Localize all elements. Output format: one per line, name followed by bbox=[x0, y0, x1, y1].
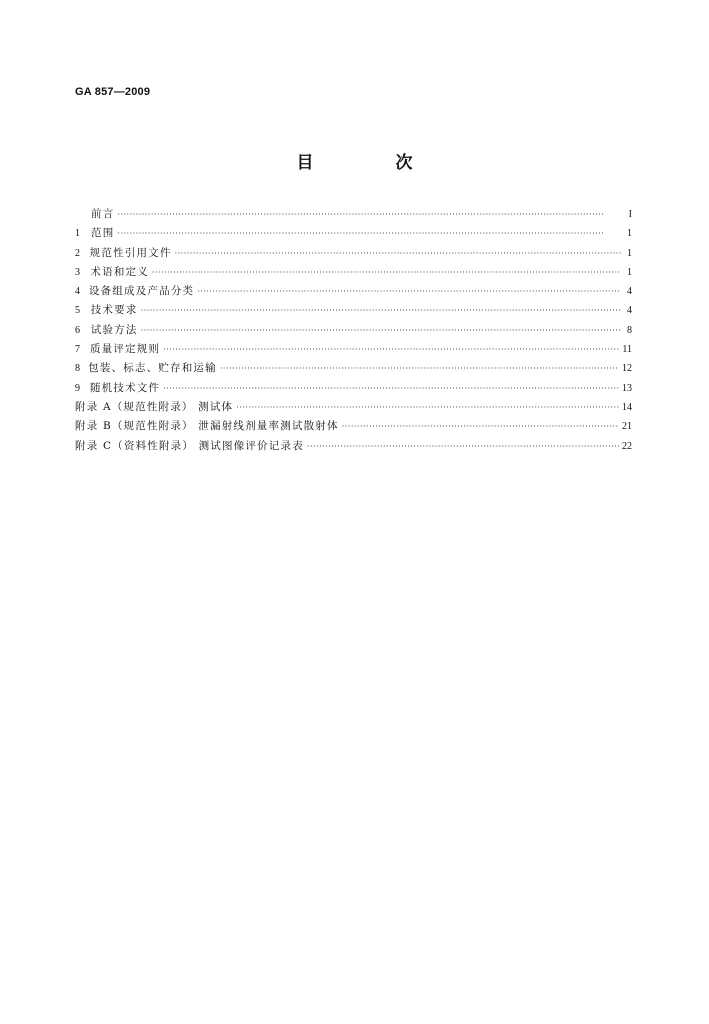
toc-entry-label: 术语和定义 bbox=[90, 265, 149, 278]
toc-entry-page: 11 bbox=[622, 344, 632, 356]
toc-entry-label: 质量评定规则 bbox=[89, 343, 161, 356]
toc-entry[interactable] bbox=[75, 282, 632, 301]
toc-entry-page: 12 bbox=[622, 363, 632, 375]
toc-dot-leader bbox=[307, 437, 619, 456]
toc-dot-leader bbox=[220, 359, 619, 378]
toc-entry[interactable] bbox=[75, 263, 632, 282]
toc-entry[interactable] bbox=[75, 340, 632, 359]
toc-entry-page: 4 bbox=[627, 286, 632, 298]
toc-entry-label: 设备组成及产品分类 bbox=[88, 285, 195, 298]
toc-entry-label: 技术要求 bbox=[90, 304, 138, 317]
toc-dot-leader bbox=[175, 244, 621, 263]
toc-entry-number: 7 bbox=[75, 344, 80, 356]
toc-dot-leader bbox=[141, 321, 621, 340]
toc-entry-number: 8 bbox=[75, 363, 80, 375]
toc-entry[interactable] bbox=[75, 321, 632, 340]
toc-entry-label: 规范性引用文件 bbox=[89, 246, 172, 259]
toc-entry-label: 附录 A（规范性附录） 测试体 bbox=[75, 400, 234, 413]
toc-entry[interactable] bbox=[75, 417, 632, 436]
toc-dot-leader bbox=[163, 340, 619, 359]
toc-dot-leader bbox=[141, 301, 621, 320]
toc-entry-number: 9 bbox=[75, 382, 80, 394]
table-of-contents bbox=[75, 205, 632, 456]
toc-dot-leader bbox=[152, 263, 621, 282]
toc-entry[interactable] bbox=[75, 437, 632, 456]
toc-dot-leader bbox=[236, 398, 619, 417]
toc-entry[interactable] bbox=[75, 244, 632, 263]
toc-entry-label: 附录 C（资料性附录） 测试图像评价记录表 bbox=[75, 439, 304, 452]
toc-entry-number: 2 bbox=[75, 247, 80, 259]
toc-entry[interactable] bbox=[75, 301, 632, 320]
toc-dot-leader bbox=[163, 379, 619, 398]
toc-entry-label: 前言 bbox=[91, 208, 115, 220]
toc-entry-page: 21 bbox=[622, 421, 632, 433]
toc-entry-page: 4 bbox=[627, 305, 632, 317]
document-code: GA 857—2009 bbox=[75, 86, 151, 98]
toc-entry-page: 14 bbox=[622, 401, 632, 413]
toc-entry[interactable] bbox=[75, 398, 632, 417]
toc-entry-number: 1 bbox=[75, 228, 80, 240]
toc-entry-page: 13 bbox=[622, 382, 632, 394]
page-title: 目 次 bbox=[296, 153, 451, 173]
toc-entry-page: 1 bbox=[627, 247, 632, 259]
toc-dot-leader bbox=[117, 224, 621, 243]
toc-dot-leader bbox=[197, 282, 621, 301]
toc-entry-page: 22 bbox=[622, 440, 632, 452]
toc-entry-number: 5 bbox=[75, 305, 80, 317]
toc-entry[interactable] bbox=[75, 359, 632, 378]
toc-entry-page: 8 bbox=[627, 324, 632, 336]
toc-entry[interactable] bbox=[75, 224, 632, 243]
toc-entry-page: I bbox=[628, 209, 632, 220]
toc-entry-number: 6 bbox=[75, 324, 80, 336]
toc-dot-leader bbox=[117, 205, 621, 224]
toc-entry-page: 1 bbox=[627, 228, 632, 240]
toc-entry-label: 范围 bbox=[91, 227, 115, 240]
toc-entry[interactable] bbox=[75, 379, 632, 398]
toc-entry[interactable] bbox=[75, 205, 632, 224]
toc-entry-label: 附录 B（规范性附录） 泄漏射线剂量率测试散射体 bbox=[75, 420, 339, 433]
toc-entry-number: 4 bbox=[75, 286, 80, 298]
toc-entry-label: 随机技术文件 bbox=[89, 381, 161, 394]
toc-entry-number: 3 bbox=[75, 266, 80, 278]
toc-dot-leader bbox=[342, 417, 619, 436]
toc-entry-label: 试验方法 bbox=[90, 323, 138, 336]
toc-entry-label: 包装、标志、贮存和运输 bbox=[88, 362, 217, 375]
toc-entry-page: 1 bbox=[627, 266, 632, 278]
